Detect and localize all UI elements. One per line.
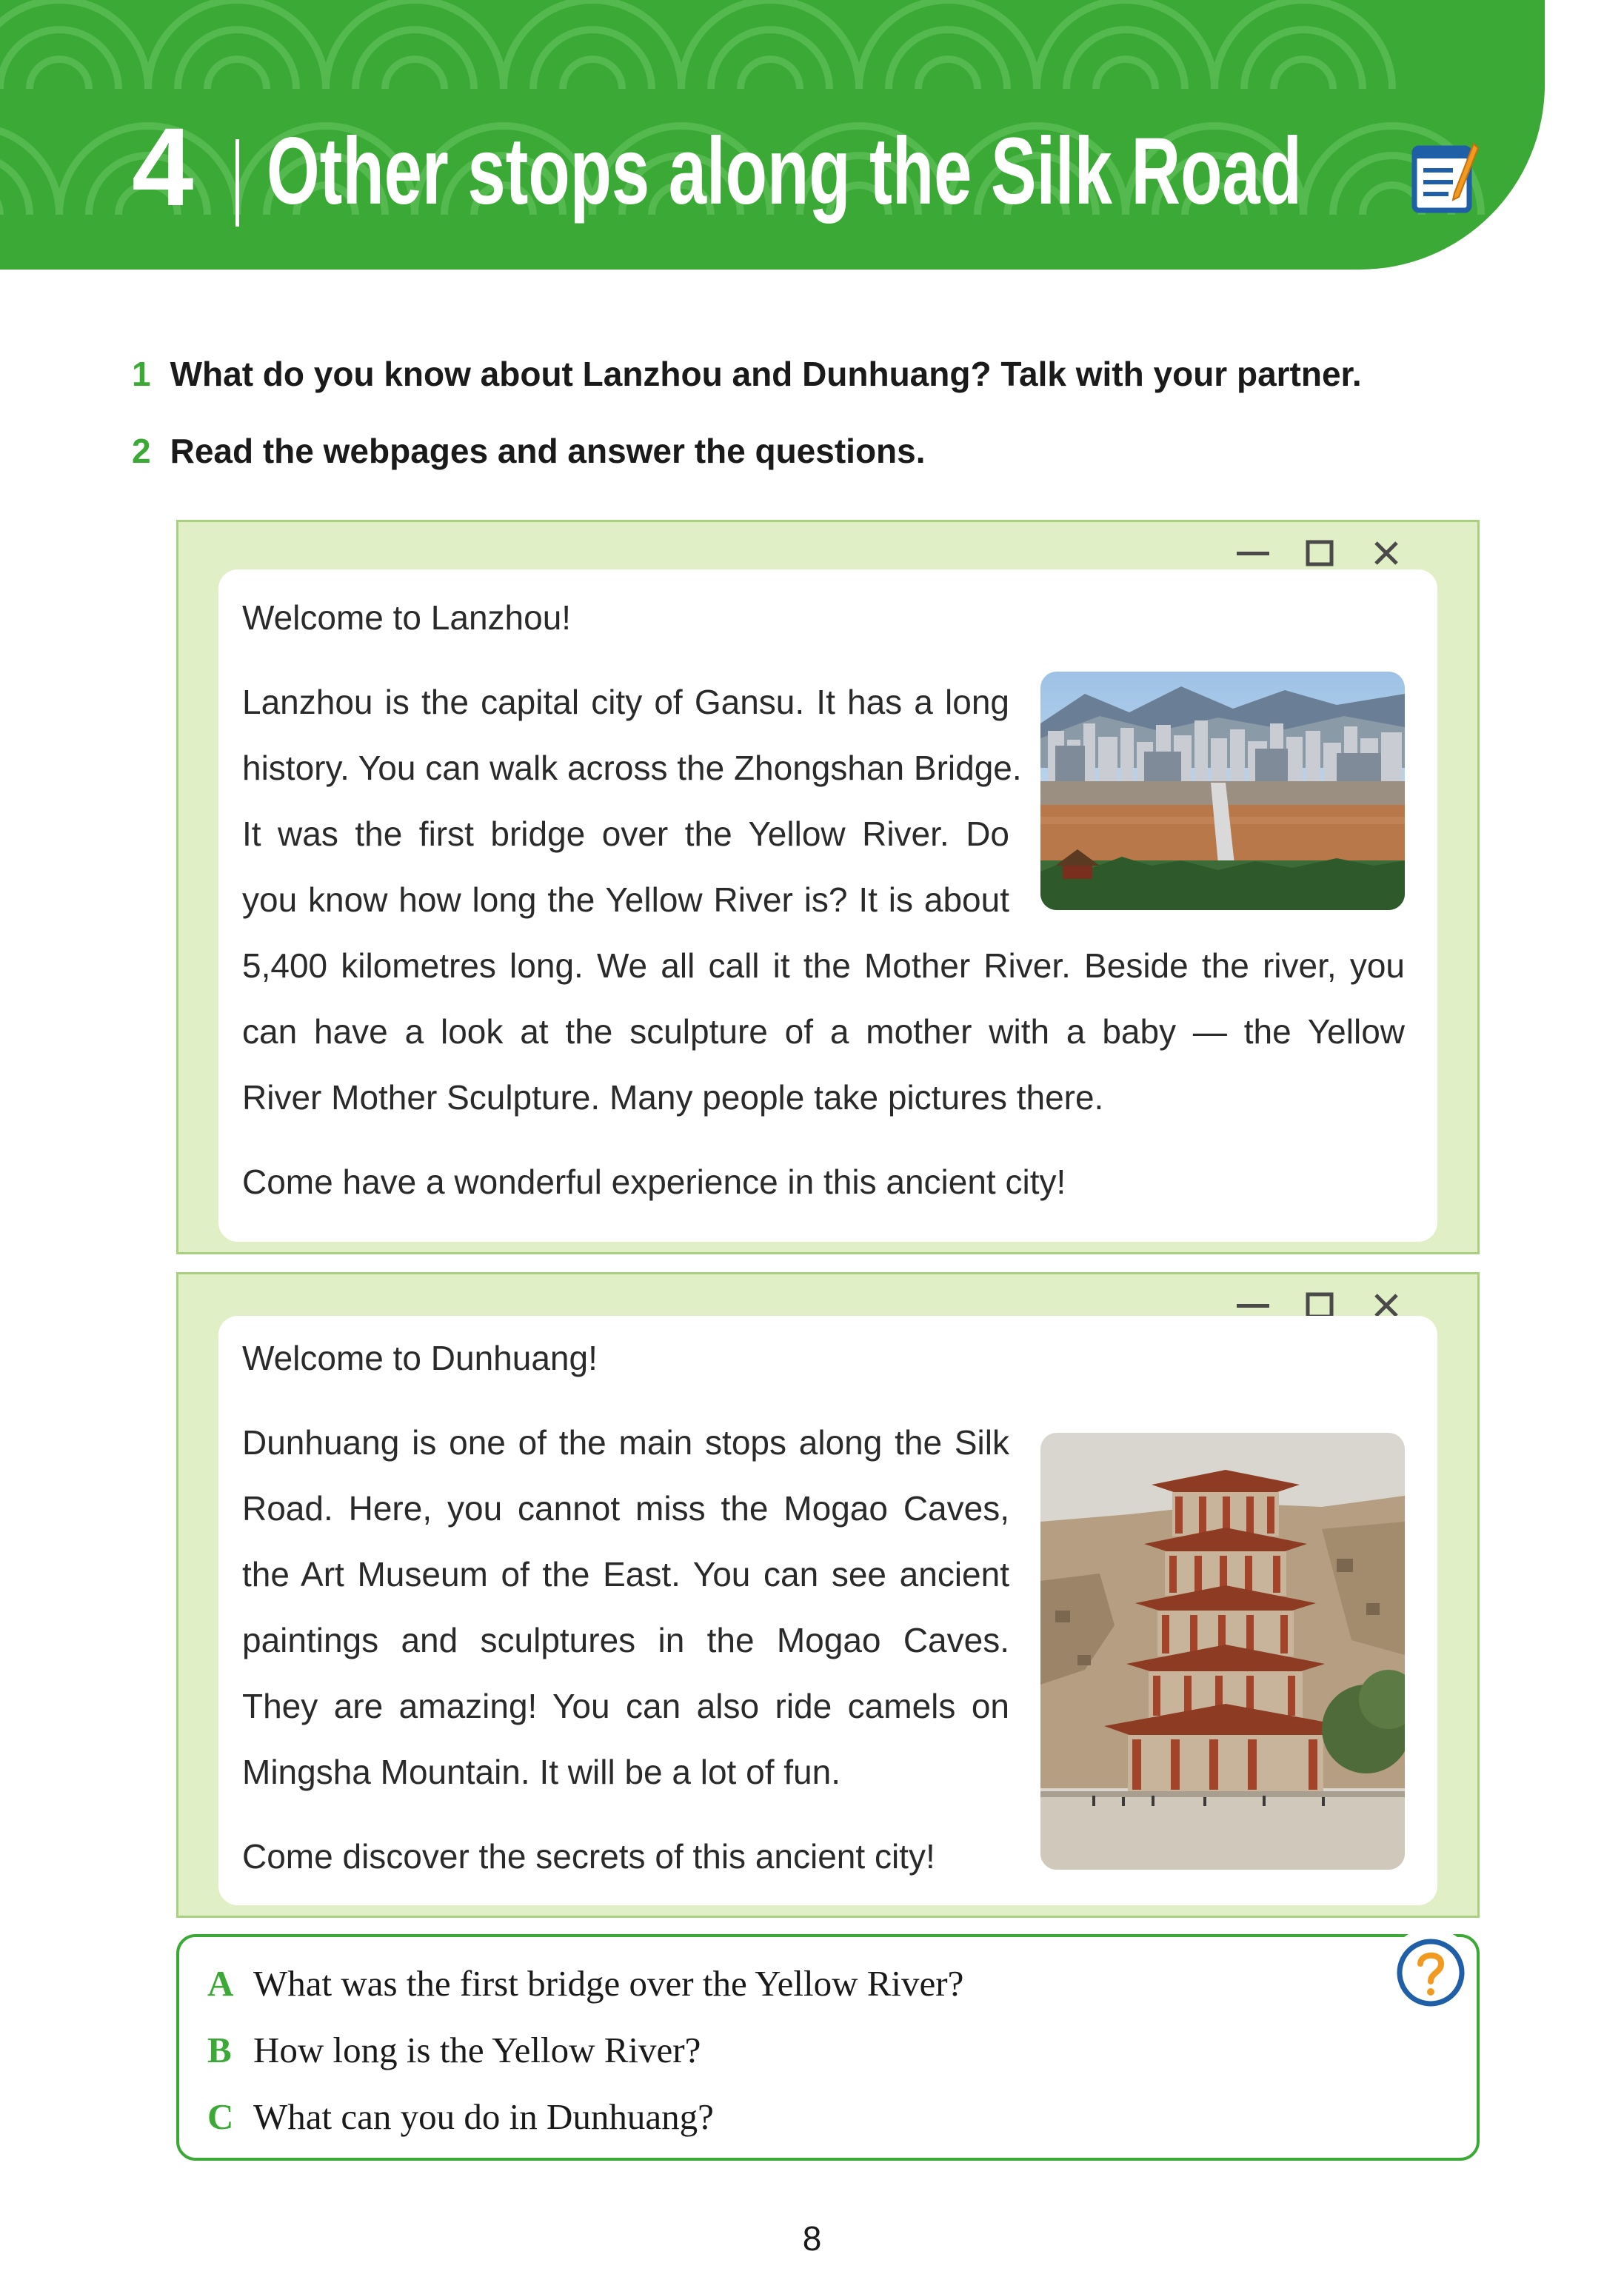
question-a — [207, 1962, 963, 2004]
instruction-1 — [132, 354, 1362, 394]
body-line: can have a look at the sculpture of a mother with a baby — the Yellow — [242, 1012, 1405, 1051]
body-line: They are amazing! You can also ride camels on — [242, 1687, 1009, 1725]
help-badge — [1386, 1928, 1475, 2017]
body-line: Road. Here, you cannot miss the Mogao Caves, — [242, 1489, 1009, 1528]
close-icon[interactable] — [1366, 538, 1406, 568]
body-line: Lanzhou is the capital city of Gansu. It has a long — [242, 683, 1009, 721]
webpage-closing: Come discover the secrets of this ancient city! — [242, 1837, 935, 1876]
question-mark-icon — [1395, 1937, 1466, 2008]
body-line: It was the first bridge over the Yellow River. Do — [242, 815, 1009, 853]
body-line: Mingsha Mountain. It will be a lot of fun. — [242, 1753, 841, 1791]
minimize-icon[interactable] — [1233, 538, 1273, 568]
question-letter: C — [207, 2096, 234, 2137]
lanzhou-webpage-window — [176, 520, 1480, 1254]
body-line: Dunhuang is one of the main stops along the Silk — [242, 1423, 1009, 1462]
body-line: 5,400 kilometres long. We all call it the Mother River. Beside the river, you — [242, 946, 1405, 985]
webpage-content-card — [218, 1316, 1437, 1905]
question-b — [207, 2029, 701, 2071]
question-text: What can you do in Dunhuang? — [253, 2096, 714, 2137]
notebook-icon — [1411, 142, 1480, 213]
question-text: What was the first bridge over the Yellow River? — [253, 1963, 964, 2004]
mogao-caves-photo — [1040, 1433, 1405, 1870]
instruction-number: 1 — [132, 355, 151, 393]
question-text: How long is the Yellow River? — [253, 2030, 701, 2070]
page-title: Other stops along the Silk Road — [267, 118, 1302, 224]
webpage-content-card — [218, 569, 1437, 1242]
body-line: history. You can walk across the Zhongshan Bridge. — [242, 749, 1022, 787]
instruction-number: 2 — [132, 432, 151, 470]
body-line: River Mother Sculpture. Many people take pictures there. — [242, 1078, 1104, 1117]
window-controls — [1233, 538, 1406, 568]
title-divider — [235, 139, 239, 227]
dunhuang-webpage-window — [176, 1272, 1480, 1918]
lanzhou-city-photo — [1040, 672, 1405, 910]
webpage-heading: Welcome to Dunhuang! — [242, 1339, 598, 1377]
webpage-closing: Come have a wonderful experience in this ancient city! — [242, 1163, 1066, 1201]
maximize-icon[interactable] — [1300, 538, 1340, 568]
body-line: paintings and sculptures in the Mogao Caves. — [242, 1621, 1009, 1659]
question-c — [207, 2096, 714, 2138]
page-number: 8 — [802, 2219, 822, 2258]
questions-box — [176, 1934, 1480, 2161]
body-line: the Art Museum of the East. You can see ancient — [242, 1555, 1009, 1594]
question-letter: A — [207, 1963, 234, 2004]
unit-number: 4 — [132, 104, 194, 229]
instruction-text: Read the webpages and answer the questions. — [170, 432, 926, 470]
instruction-text: What do you know about Lanzhou and Dunhuang? Talk with your partner. — [170, 355, 1362, 393]
webpage-heading: Welcome to Lanzhou! — [242, 598, 572, 637]
body-line: you know how long the Yellow River is? It is about — [242, 880, 1009, 919]
question-letter: B — [207, 2030, 232, 2070]
instruction-2 — [132, 431, 926, 471]
unit-header-banner — [0, 0, 1545, 270]
